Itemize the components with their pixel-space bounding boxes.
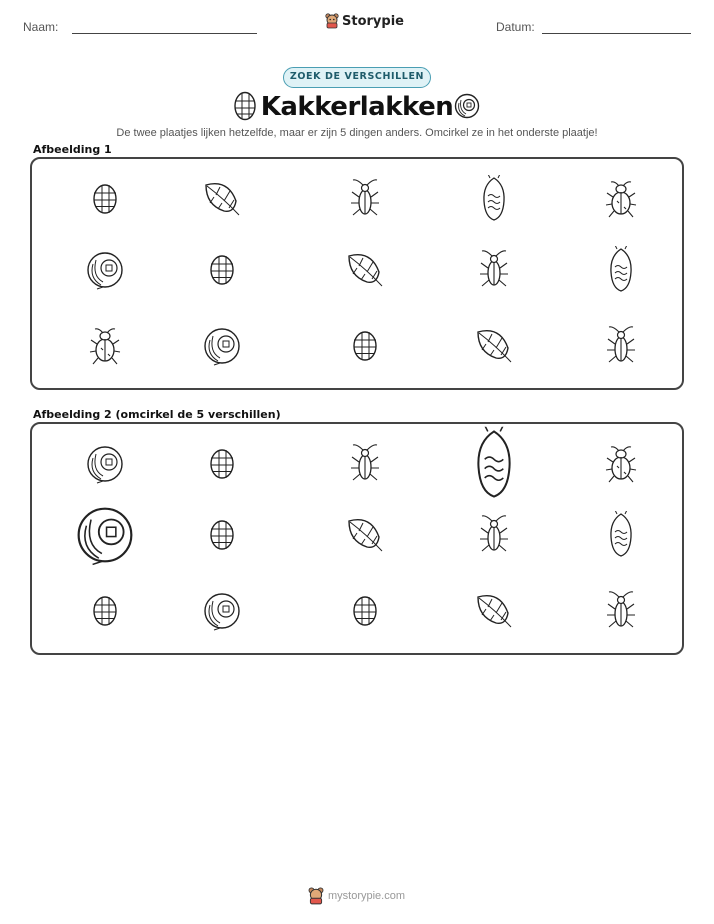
leaf-icon [344,248,386,296]
beetle-icon[interactable] [603,443,639,489]
larva-icon[interactable] [608,511,634,563]
shell-icon [85,249,125,295]
larva-icon [481,175,507,227]
egg-case-icon[interactable] [93,596,117,630]
name-field[interactable] [72,33,257,34]
picture-1-panel [30,157,684,390]
date-field[interactable] [542,33,691,34]
leaf-icon[interactable] [344,513,386,561]
picture-2-label: Afbeelding 2 (omcirkel de 5 verschillen) [33,408,281,421]
name-label: Naam: [23,20,59,34]
brand-name: Storypie [342,13,404,29]
beetle-icon [603,178,639,224]
cockroach-icon [603,325,639,371]
date-label: Datum: [496,20,535,34]
instruction-text: De twee plaatjes lijken hetzelfde, maar er zijn 5 dingen anders. Omcirkel ze in het onderste plaatje! [116,127,598,139]
larva-icon [608,246,634,298]
cockroach-icon[interactable] [603,590,639,636]
cockroach-icon[interactable] [476,514,512,560]
egg-case-icon[interactable] [210,520,234,554]
shell-icon [454,93,480,123]
footer [308,887,405,905]
bear-icon [308,887,324,905]
egg-case-icon [353,331,377,365]
egg-case-icon [210,255,234,289]
shell-icon[interactable] [85,443,125,489]
bear-icon [325,13,339,29]
shell-icon [202,325,242,371]
leaf-icon [201,177,243,225]
cockroach-icon [476,249,512,295]
leaf-icon[interactable] [473,589,515,637]
egg-case-icon[interactable] [210,449,234,483]
page-title: Kakkerlakken [260,92,454,122]
find-differences-badge: ZOEK DE VERSCHILLEN [283,67,431,88]
shell-icon[interactable] [74,502,136,571]
egg-case-icon[interactable] [353,596,377,630]
leaf-icon [473,324,515,372]
shell-icon[interactable] [202,590,242,636]
footer-url: mystorypie.com [328,890,406,902]
cockroach-icon[interactable] [347,443,383,489]
egg-case-icon [93,184,117,218]
beetle-icon [87,325,123,371]
picture-1-label: Afbeelding 1 [33,143,112,156]
cockroach-icon [347,178,383,224]
larva-icon[interactable] [474,427,514,505]
picture-2-panel[interactable] [30,422,684,655]
storypie-logo [325,13,404,29]
